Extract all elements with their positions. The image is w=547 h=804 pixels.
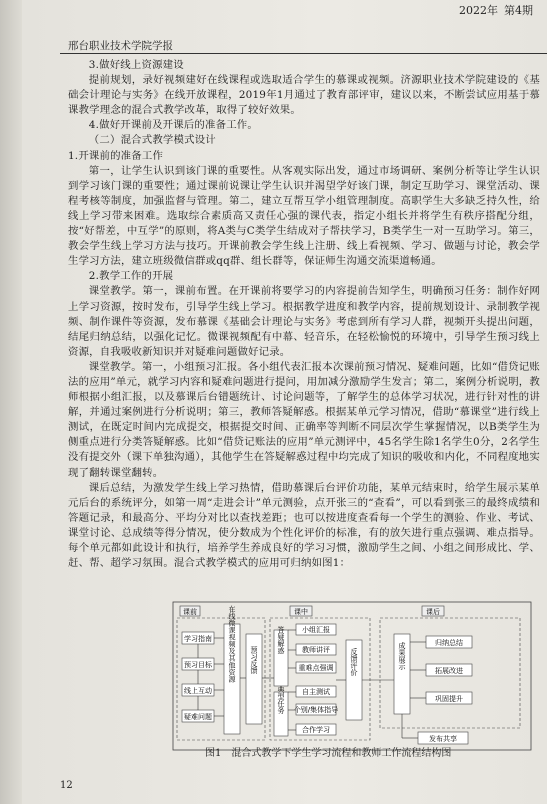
box-answer: 答疑解惑 — [277, 626, 285, 654]
box-showcase: 成果展示 — [398, 642, 406, 670]
box-resources: 在线微课视频及其他资源 — [228, 605, 236, 683]
running-header-right — [453, 2, 533, 18]
box-feedback: 预习反馈 — [250, 646, 258, 674]
post-item: 归纳总结 — [435, 639, 463, 647]
journal-title: 邢台职业技术学院学报 — [68, 40, 173, 52]
box-typical-task: 典型任务 — [277, 686, 285, 714]
paragraph: 课堂教学。第一，课前布置。在开课前将要学习的内容提前告知学生，明确预习任务：制作好网上学习资源，按时发布，引导学生线上学习。根据教学进度和教学内容，提前规划设计、录制教学视频、制作课件等资源，发布慕课《基础会计理论与实务》考虑到所有学习人群，视频开头提出问题，结尾归纳总结，以强化记忆。微课视频配有中幕、轻音乐，在轻松愉悦的环境中，引导学生预习线上资源，自我吸收新知识并对疑难问题做好记录。 — [68, 285, 540, 358]
subheading: 2.教学工作的开展 — [88, 270, 174, 283]
section-heading: （二）混合式教学模式设计 — [88, 134, 216, 147]
figure-caption: 图1 混合式教学下学生学习流程和教师工作流程结构图 — [205, 748, 452, 759]
mid-item: 个别/集体指导 — [293, 706, 339, 714]
paragraph: 第一，让学生认识到该门课的重要性。从客观实际出发，通过市场调研、案例分析等让学生认识到学习该门课的重要性；通过课前说课让学生认识并渴望学好该门课，制定互助学习、课堂活动、课程考核等制度，加强监督与管理。第二，建立互帮互学小组管理制度。高职学生大多缺乏持久性，给线上学习带来困难。选取综合素质高又责任心强的课代表，指定小组长并将学生有秩序搭配分组，按“好帮差，中互学”的原则，将A类与C类学生结成对子帮扶学习，B类学生一对一互助学习。第三，教会学生线上学习方法与技巧。开课前教会学生线上注册、线上看视频、学习、做题与讨论，教会学生学习方法，建立班级微信群或qq群、组长群等，保证师生沟通交流渠道畅通。 — [68, 164, 540, 268]
header-rule — [60, 53, 547, 54]
post-item: 拓展改进 — [435, 667, 463, 675]
box-evaluation: 反馈评价 — [350, 648, 358, 676]
publish-box: 发布共享 — [429, 735, 457, 743]
post-item: 巩固提升 — [435, 695, 463, 703]
step-target: 预习目标 — [184, 661, 212, 669]
mid-item: 小组汇报 — [302, 626, 330, 634]
subheading: 1.开课前的准备工作 — [68, 149, 164, 162]
col-label-pre: 课前 — [183, 608, 197, 616]
mid-item: 教师讲评 — [302, 646, 330, 654]
header-year: 2022年 — [459, 4, 498, 17]
col-label-post: 课后 — [426, 608, 440, 616]
step-guide: 学习指南 — [184, 635, 212, 643]
mid-item: 自主测试 — [302, 688, 330, 696]
mid-item: 合作学习 — [302, 726, 330, 734]
header-issue: 第4期 — [504, 4, 533, 17]
step-interact: 线上互动 — [184, 687, 212, 695]
mid-item: 重难点强调 — [298, 664, 334, 672]
article-body — [68, 58, 540, 571]
paragraph: 课后总结，为激发学生线上学习热情，借助慕课后台评价功能，某单元结束时，给学生展示某单元后台的系统评分，如第一周“走进会计”单元测验，点开张三的“查看”，可以看到张三的最终成绩和答题记录，和最高分、平均分对比以查找差距；也可以按进度查看每一个学生的测验、作业、考试、课堂讨论、总成绩等得分情况，使分数成为个性化评价的标准，有的放矢进行重点强调、难点指导。每个单元都如此设计和执行，培养学生养成良好的学习习惯，激励学生之间、小组之间形成比、学、赶、帮、超学习氛围。混合式教学模式的应用可归纳如图1： — [68, 481, 540, 570]
paragraph: 提前规划，录好视频建好在线课程或选取适合学生的慕课或视频。济源职业技术学院建设的《基础会计理论与实务》在线开放课程，2019年1月通过了教育部评审，建议以来，不断尝试应用基于慕课教学理念的混合式教学改革，取得了较好效果。 — [68, 74, 540, 117]
step-problems: 疑难问题 — [184, 713, 212, 721]
subheading: 3.做好线上资源建设 — [88, 59, 184, 71]
page-number: 12 — [60, 780, 73, 791]
col-label-mid: 课中 — [294, 608, 308, 616]
subheading: 4.做好开课前及开课后的准备工作。 — [88, 119, 258, 132]
flow-diagram — [172, 600, 532, 752]
paragraph: 课堂教学。第一，小组预习汇报。各小组代表汇报本次课前预习情况、疑难问题，比如“借贷记账法的应用”单元，就学习内容和疑难问题进行提问，用加减分激励学生发言；第二，案例分析说明，教师根据小组汇报，以及慕课后台错题统计、讨论问题等，了解学生的总体学习状况，进行针对性的讲解，并通过案例进行分析说明；第三，教师答疑解惑。根据某单元学习情况，借助“慕课堂”进行线上测试，在既定时间内完成提交，根据提交时间、正确率等判断不同层次学生掌握情况，以B类学生为侧重点进行分类答疑解惑。比如“借贷记账法的应用”单元测评中，45名学生除1名学生0分，2名学生没有提交外（课下单独沟通），其他学生在答疑解惑过程中均完成了知识的吸收和内化，不同程度地实现了翻转课堂翻转。 — [68, 360, 540, 479]
binding-shadow — [0, 0, 22, 804]
